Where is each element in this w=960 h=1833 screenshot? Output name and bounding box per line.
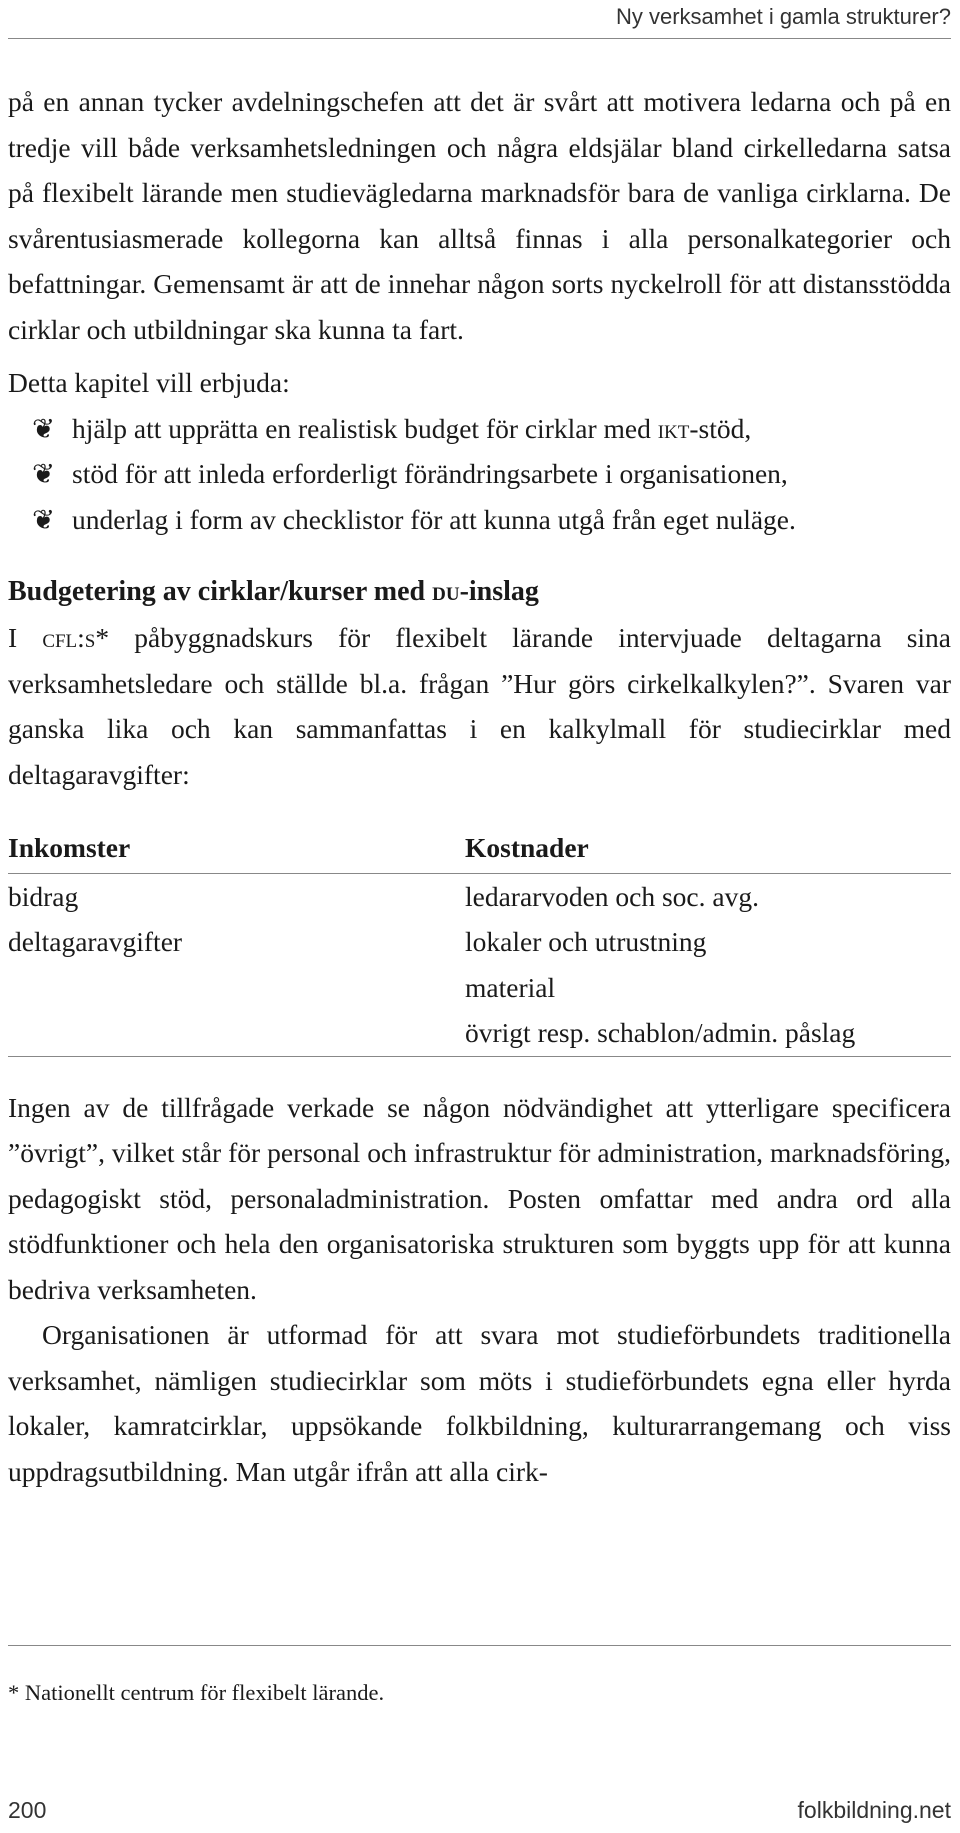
fleuron-bullet-icon: ❦: [32, 503, 56, 535]
list-item-text: hjälp att upprätta en realistisk budget för cirklar med ikt-stöd,: [72, 412, 752, 444]
list-item: [32, 451, 951, 497]
cost-cell: lokaler och utrustning: [465, 926, 707, 957]
section-heading: Budgetering av cirklar/kurser med du-inslag: [8, 575, 539, 607]
page-body: [8, 79, 951, 1494]
table-row: [8, 873, 951, 919]
table-row: [8, 919, 951, 965]
table-row: [8, 1010, 951, 1056]
cost-cell: övrigt resp. schablon/admin. påslag: [465, 1017, 856, 1048]
abbreviation-ikt: ikt: [657, 412, 690, 444]
list-item: [32, 406, 951, 452]
abbreviation-du: du: [432, 575, 460, 606]
table-header-row: [8, 825, 951, 873]
budget-table: [8, 825, 951, 1057]
fleuron-bullet-icon: ❦: [32, 412, 56, 444]
list-item-text: underlag i form av checklistor för att kunna utgå från eget nuläge.: [72, 503, 796, 535]
body-paragraph-4: Organisationen är utformad för att svara mot studieförbundets traditionella verksamhet, nämligen studiecirklar som möts i studieförbundets egna eller hyrda lokaler, kamratcirklar, uppsökande folkbildning, kulturarrangemang och viss uppdragsutbildning. Man utgår ifrån att alla cirk-: [8, 1319, 951, 1487]
list-item-text: stöd för att inleda erforderligt förändringsarbete i organisationen,: [72, 458, 788, 489]
header-rule: [8, 38, 951, 39]
footnote-rule: [8, 1645, 951, 1646]
header-income: Inkomster: [8, 832, 131, 863]
body-paragraph-1: på en annan tycker avdelningschefen att det är svårt att motivera ledarna och på en tredje vill både verksamhetsledningen och några eldsjälar bland cirkelledarna satsa på flexibelt lärande men studievägledarna marknadsför bara de vanliga cirklarna. De svårentusiasmerade kollegorna kan alltså finnas i alla personalkategorier och befattningar. Gemensamt är att de innehar någon sorts nyckelroll för att distansstödda cirklar och utbildningar ska kunna ta fart.: [8, 86, 951, 345]
footnote: * Nationellt centrum för flexibelt lärande.: [8, 1680, 385, 1705]
income-cell: [8, 965, 465, 1011]
page-number: 200: [8, 1797, 47, 1823]
list-intro: Detta kapitel vill erbjuda:: [8, 367, 290, 398]
income-cell: [8, 1010, 465, 1056]
income-cell: bidrag: [8, 880, 79, 912]
site-name: folkbildning.net: [797, 1797, 951, 1823]
abbreviation-cfl: cfl:s: [42, 622, 96, 653]
offer-list: [8, 406, 951, 543]
body-paragraph-3: Ingen av de tillfrågade verkade se någon nödvändighet att ytterligare specificera ”övrigt”, vilket står för personal och infrastruktur för administration, marknadsföring, pedagogiskt stöd, personaladministration. Posten omfattar med andra ord alla stödfunktioner och hela den organisatoriska strukturen som byggts upp för att kunna bedriva verksamheten.: [8, 1091, 951, 1305]
running-head: Ny verksamhet i gamla strukturer?: [616, 4, 951, 29]
fleuron-bullet-icon: ❦: [32, 458, 56, 489]
body-paragraph-2: I cfl:s* påbyggnadskurs för flexibelt lärande intervjuade deltagarna sina verksamhetsledare och ställde bl.a. frågan ”Hur görs cirkelkalkylen?”. Svaren var ganska lika och kan sammanfattas i en kalkylmall för studiecirklar med deltagaravgifter:: [8, 622, 951, 790]
list-item: [32, 497, 951, 543]
header-costs: Kostnader: [465, 832, 589, 863]
cost-cell: material: [465, 971, 556, 1003]
table-row: [8, 965, 951, 1011]
income-cell: deltagaravgifter: [8, 926, 183, 957]
cost-cell: ledararvoden och soc. avg.: [465, 880, 759, 912]
